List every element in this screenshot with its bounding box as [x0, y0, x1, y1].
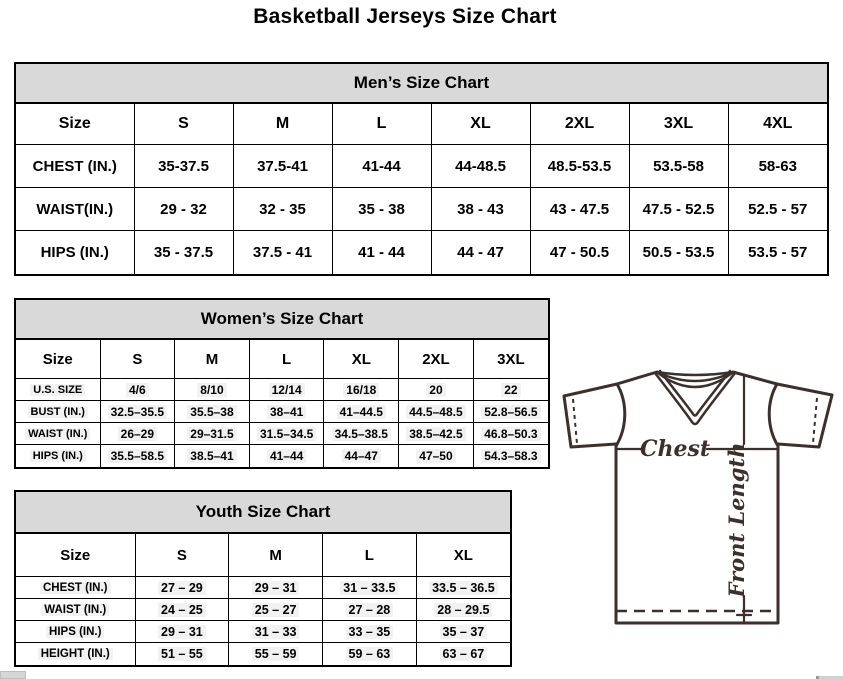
table-row — [16, 445, 548, 467]
jersey-torso-outline — [616, 372, 778, 623]
data-cell: 27 – 29 — [135, 577, 229, 599]
data-cell: 44.5–48.5 — [399, 401, 474, 423]
size-column-header: M — [229, 534, 323, 577]
page-title: Basketball Jerseys Size Chart — [253, 5, 557, 28]
data-cell: 29 - 32 — [134, 188, 233, 231]
row-label: BUST (IN.) — [16, 401, 100, 423]
size-header-cell: Size — [16, 534, 135, 577]
data-cell: 59 – 63 — [323, 643, 417, 665]
data-cell: 34.5–38.5 — [324, 423, 399, 445]
size-column-header: S — [134, 104, 233, 145]
data-cell: 38–41 — [249, 401, 324, 423]
data-cell: 52.5 - 57 — [728, 188, 827, 231]
data-cell: 47–50 — [399, 445, 474, 467]
size-column-header: M — [233, 104, 332, 145]
data-cell: 35 - 37.5 — [134, 231, 233, 274]
size-column-header: 3XL — [629, 104, 728, 145]
data-cell: 32.5–35.5 — [100, 401, 175, 423]
data-cell: 31 – 33.5 — [323, 577, 417, 599]
table-row — [16, 231, 827, 274]
size-column-header: S — [100, 340, 175, 379]
scrollbar-fragment-left[interactable] — [0, 671, 26, 679]
size-column-header: 4XL — [728, 104, 827, 145]
data-cell: 37.5-41 — [233, 145, 332, 188]
jersey-measurement-diagram — [556, 358, 840, 668]
data-cell: 38 - 43 — [431, 188, 530, 231]
data-cell: 44-48.5 — [431, 145, 530, 188]
data-cell: 24 – 25 — [135, 599, 229, 621]
womens-chart-header: Women’s Size Chart — [16, 300, 548, 339]
data-cell: 29 – 31 — [135, 621, 229, 643]
size-header-cell: Size — [16, 340, 100, 379]
mens-size-chart — [14, 62, 829, 276]
data-cell: 53.5-58 — [629, 145, 728, 188]
data-cell: 8/10 — [175, 379, 250, 401]
row-label: HIPS (IN.) — [16, 445, 100, 467]
data-cell: 54.3–58.3 — [473, 445, 548, 467]
data-cell: 12/14 — [249, 379, 324, 401]
data-cell: 44 - 47 — [431, 231, 530, 274]
row-label: CHEST (IN.) — [16, 577, 135, 599]
data-cell: 41 - 44 — [332, 231, 431, 274]
size-header-row — [16, 104, 827, 145]
data-cell: 47 - 50.5 — [530, 231, 629, 274]
table-row — [16, 643, 510, 665]
data-cell: 4/6 — [100, 379, 175, 401]
data-cell: 28 – 29.5 — [416, 599, 510, 621]
data-cell: 32 - 35 — [233, 188, 332, 231]
data-cell: 27 – 28 — [323, 599, 417, 621]
jersey-right-sleeve — [777, 384, 832, 447]
mens-size-table — [16, 103, 827, 274]
table-row — [16, 621, 510, 643]
data-cell: 58-63 — [728, 145, 827, 188]
data-cell: 35-37.5 — [134, 145, 233, 188]
row-label: HIPS (IN.) — [16, 621, 135, 643]
size-column-header: XL — [431, 104, 530, 145]
table-row — [16, 379, 548, 401]
row-label: HEIGHT (IN.) — [16, 643, 135, 665]
data-cell: 29 – 31 — [229, 577, 323, 599]
size-column-header: L — [332, 104, 431, 145]
womens-size-table — [16, 339, 548, 467]
data-cell: 51 – 55 — [135, 643, 229, 665]
data-cell: 31 – 33 — [229, 621, 323, 643]
data-cell: 50.5 - 53.5 — [629, 231, 728, 274]
data-cell: 16/18 — [324, 379, 399, 401]
data-cell: 31.5–34.5 — [249, 423, 324, 445]
data-cell: 26–29 — [100, 423, 175, 445]
size-column-header: 2XL — [530, 104, 629, 145]
size-header-row — [16, 534, 510, 577]
table-row — [16, 401, 548, 423]
size-column-header: 2XL — [399, 340, 474, 379]
row-label: CHEST (IN.) — [16, 145, 134, 188]
size-column-header: M — [175, 340, 250, 379]
data-cell: 46.8–50.3 — [473, 423, 548, 445]
womens-size-chart — [14, 298, 550, 469]
front-length-label: Front Length — [724, 442, 749, 598]
table-row — [16, 188, 827, 231]
table-row — [16, 599, 510, 621]
data-cell: 37.5 - 41 — [233, 231, 332, 274]
data-cell: 43 - 47.5 — [530, 188, 629, 231]
jersey-left-sleeve — [564, 384, 617, 447]
table-row — [16, 577, 510, 599]
table-row — [16, 145, 827, 188]
data-cell: 52.8–56.5 — [473, 401, 548, 423]
data-cell: 22 — [473, 379, 548, 401]
data-cell: 41–44.5 — [324, 401, 399, 423]
size-column-header: 3XL — [473, 340, 548, 379]
data-cell: 33 – 35 — [323, 621, 417, 643]
table-row — [16, 423, 548, 445]
data-cell: 38.5–42.5 — [399, 423, 474, 445]
jersey-collar-top-edge — [657, 372, 733, 375]
row-label: WAIST(IN.) — [16, 188, 134, 231]
data-cell: 29–31.5 — [175, 423, 250, 445]
data-cell: 55 – 59 — [229, 643, 323, 665]
data-cell: 41–44 — [249, 445, 324, 467]
youth-size-table — [16, 533, 510, 665]
data-cell: 35 - 38 — [332, 188, 431, 231]
chest-label: Chest — [639, 436, 711, 462]
data-cell: 33.5 – 36.5 — [416, 577, 510, 599]
size-column-header: L — [249, 340, 324, 379]
data-cell: 38.5–41 — [175, 445, 250, 467]
data-cell: 35.5–58.5 — [100, 445, 175, 467]
data-cell: 48.5-53.5 — [530, 145, 629, 188]
size-header-row — [16, 340, 548, 379]
youth-size-chart — [14, 490, 512, 667]
data-cell: 44–47 — [324, 445, 399, 467]
size-column-header: S — [135, 534, 229, 577]
data-cell: 63 – 67 — [416, 643, 510, 665]
youth-chart-header: Youth Size Chart — [16, 492, 510, 533]
size-column-header: L — [323, 534, 417, 577]
data-cell: 35 – 37 — [416, 621, 510, 643]
data-cell: 35.5–38 — [175, 401, 250, 423]
data-cell: 53.5 - 57 — [728, 231, 827, 274]
data-cell: 41-44 — [332, 145, 431, 188]
row-label: WAIST (IN.) — [16, 599, 135, 621]
row-label: WAIST (IN.) — [16, 423, 100, 445]
left-cuff-dashed-line — [573, 399, 577, 444]
data-cell: 20 — [399, 379, 474, 401]
size-column-header: XL — [324, 340, 399, 379]
size-column-header: XL — [416, 534, 510, 577]
right-cuff-dashed-line — [813, 398, 817, 443]
row-label: U.S. SIZE — [16, 379, 100, 401]
size-header-cell: Size — [16, 104, 134, 145]
mens-chart-header: Men’s Size Chart — [16, 64, 827, 103]
row-label: HIPS (IN.) — [16, 231, 134, 274]
data-cell: 47.5 - 52.5 — [629, 188, 728, 231]
data-cell: 25 – 27 — [229, 599, 323, 621]
